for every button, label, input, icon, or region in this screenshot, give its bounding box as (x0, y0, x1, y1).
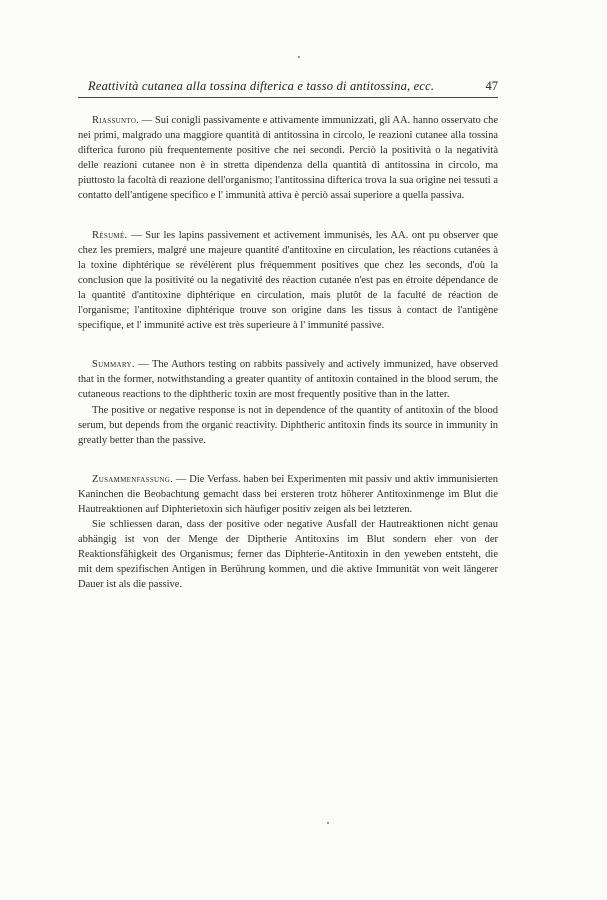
page-header (78, 79, 498, 99)
scan-speck (327, 822, 329, 824)
section-heading: Riassunto. (92, 115, 140, 126)
summary-french (78, 228, 498, 334)
paragraph (78, 228, 498, 334)
section-heading: Résumé. (92, 229, 128, 241)
summary-italian (78, 113, 498, 204)
page-number: 47 (485, 79, 498, 93)
scan-speck (298, 56, 300, 58)
paragraph-text: — Sur les lapins passivement et activement immunisés, les AA. ont pu observer que chez les premiers, malgré une majeure quantité d'antitoxine en circulation, les réactions cutanées à la toxine diphtérique se révélèrent plus fréquemment positives que chez les seconds, d'où la conclusion que la positivité ou la negativité des réaction cutanée n'est pas en étroite dépendance de la quantité d'antitoxine diphtérique en circulation, mais plutôt de la faculté de réaction de l'organisme; l'antitoxine diphtérique trouve son origine dans les tissus à contact de l'antigène specifique, et l' immunité active est très superieure à l' immunité passive. (78, 229, 498, 332)
summary-english (78, 357, 498, 448)
summary-german (78, 472, 498, 593)
header-rule (78, 97, 498, 98)
section-heading: Zusammenfassung. (92, 473, 174, 485)
paragraph (78, 472, 498, 517)
paragraph-text: — Sui conigli passivamente e attivamente immunizzati, gli AA. hanno osservato che nei primi, malgrado una maggiore quantità di antitossina in circolo, le reazioni cutanee alla tossina difterica furono più frequentemente positive che nei secondi. Perciò la positività o la negatività delle reazioni cutanee non è in stretta dipendenza della quantità di antitossina in circolo, ma piuttosto la facoltà di reazione dell'organismo; l'antitossina difterica trova la sua origine nei tessuti a contatto dell'antigene specifico e l' immunità attiva è perciò assai superiore a quella passiva. (78, 115, 498, 202)
running-title: Reattività cutanea alla tossina difterica e tasso di antitossina, ecc. (88, 79, 435, 93)
paragraph-text: — Die Verfass. haben bei Experimenten mit passiv und aktiv immunisierten Kaninchen die Beobachtung gemacht dass bei ersteren trotz höherer Antitoxinmenge im Blut die Hautreaktionen auf Diphterietoxin sich häufiger positiv zeigen als bei letzteren. (78, 473, 498, 515)
section-heading: Summary. (92, 359, 135, 371)
paragraph (78, 113, 498, 204)
summaries (78, 113, 498, 617)
paragraph-text: — The Authors testing on rabbits passively and actively immunized, have observed that in the former, notwithstanding a greater quantity of antitoxin contained in the blood serum, the cutaneous reactions to the diphtheric toxin are most frequently positive than in the latter. (78, 359, 498, 401)
paragraph: Sie schliessen daran, dass der positive oder negative Ausfall der Hautreaktionen nicht genau abhängig ist von der Menge der Diptherie Antitoxins im Blut sondern eher von der Reaktionsfähigkeit des Organismus; ferner das Diphterie-Antitoxin in den yeweben entsteht, die mit dem spezifischen Antigen in Berührung kommen, und die aktive Immunität von weit längerer Dauer ist als die passive. (78, 519, 498, 591)
paragraph (78, 357, 498, 402)
paragraph: The positive or negative response is not in dependence of the quantity of antitoxin of the blood serum, but depends from the organic reactivity. Diphtheric antitoxin finds its source in immunity in greatly better than the passive. (78, 404, 498, 446)
